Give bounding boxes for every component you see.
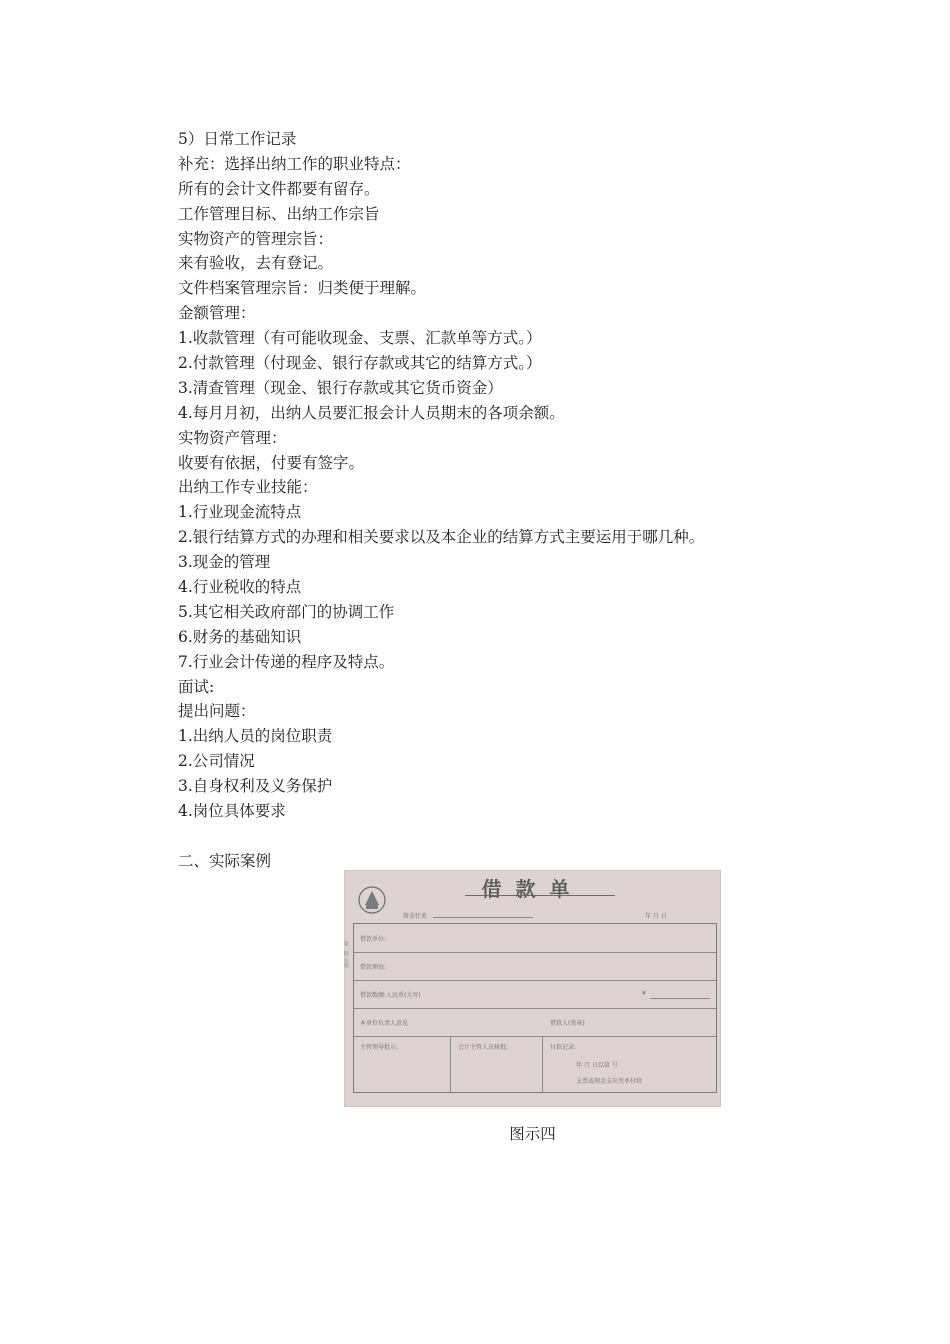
row-divider-1 xyxy=(354,952,716,953)
payment-note-label: 支票或现金支出凭单付给 xyxy=(576,1078,643,1085)
borrower-label: 借款人(签章) xyxy=(550,1020,585,1027)
accounting-approval-label: 会计主管人员核批: xyxy=(458,1044,509,1051)
date-label: 年 月 日 xyxy=(645,913,667,920)
text-line: 出纳工作专业技能： xyxy=(178,478,318,497)
col-divider-1 xyxy=(450,1036,451,1092)
form-table xyxy=(353,923,717,1093)
currency-mark: ¥ xyxy=(642,990,646,997)
col-divider-2 xyxy=(542,1036,543,1092)
section-title: 二、实际案例 xyxy=(178,852,272,870)
text-line: 4.行业税收的特点 xyxy=(178,578,302,597)
text-line: 实物资产的管理宗旨： xyxy=(178,229,334,248)
text-line: 7.行业会计传递的程序及特点。 xyxy=(178,652,395,671)
text-line: 文件档案管理宗旨：归类便于理解。 xyxy=(178,279,427,298)
text-line: 提出问题： xyxy=(178,702,256,721)
text-line: 面试: xyxy=(178,677,215,696)
text-line: 1.收款管理（有可能收现金、支票、汇款单等方式。） xyxy=(178,329,542,348)
text-line: 收要有依据，付要有签字。 xyxy=(178,453,365,472)
borrower-unit-label: 借款单位: xyxy=(360,936,387,943)
amount-underline xyxy=(650,998,710,999)
reason-label: 借款理由: xyxy=(360,964,387,971)
row-divider-3 xyxy=(354,1008,716,1009)
leader-approval-label: 主管领导批示: xyxy=(360,1044,399,1051)
text-line: 3.现金的管理 xyxy=(178,553,271,572)
text-line: 5）日常工作记录 xyxy=(178,130,297,148)
form-title-underline xyxy=(465,895,615,896)
dept-underline xyxy=(433,917,533,918)
unit-head-opinion-label: 本单位负责人意见 xyxy=(360,1020,409,1027)
text-line: 2.公司情况 xyxy=(178,752,255,771)
text-line: 4.岗位具体要求 xyxy=(178,802,286,821)
text-line: 工作管理目标、出纳工作宗旨 xyxy=(178,204,380,223)
text-line: 6.财务的基础知识 xyxy=(178,627,302,646)
text-line: 3.清查管理（现金、银行存款或其它货币资金） xyxy=(178,378,503,397)
figure-caption: 图示四 xyxy=(509,1125,556,1143)
text-line: 金额管理： xyxy=(178,304,256,323)
dept-label: 资金往来 xyxy=(403,913,428,920)
payment-date-label: 年 月 日以第 号 xyxy=(576,1062,618,1069)
side-stamp-text: 第一联 存根 xyxy=(343,941,349,968)
row-divider-4 xyxy=(354,1036,716,1037)
text-line: 补充：选择出纳工作的职业特点： xyxy=(178,154,411,173)
text-line: 2.银行结算方式的办理和相关要求以及本企业的结算方式主要运用于哪几种。 xyxy=(178,528,705,547)
text-line: 2.付款管理（付现金、银行存款或其它的结算方式。） xyxy=(178,354,542,373)
text-line: 5.其它相关政府部门的协调工作 xyxy=(178,602,395,621)
text-line: 3.自身权利及义务保护 xyxy=(178,777,333,796)
text-line: 所有的会计文件都要有留存。 xyxy=(178,179,380,198)
body-text xyxy=(178,127,878,824)
text-line: 1.行业现金流特点 xyxy=(178,503,302,522)
text-line: 1.出纳人员的岗位职责 xyxy=(178,727,333,746)
text-line: 来有验收，去有登记。 xyxy=(178,254,334,273)
loan-form-image xyxy=(344,870,721,1107)
amount-label: 借款数额:人民币(大写) xyxy=(360,992,421,999)
form-title: 借款单 xyxy=(481,877,584,901)
text-line: 实物资产管理： xyxy=(178,428,287,447)
row-divider-2 xyxy=(354,980,716,981)
text-line: 4.每月月初，出纳人员要汇报会计人员期末的各项余额。 xyxy=(178,403,565,422)
payment-record-label: 付款记录: xyxy=(550,1044,577,1051)
